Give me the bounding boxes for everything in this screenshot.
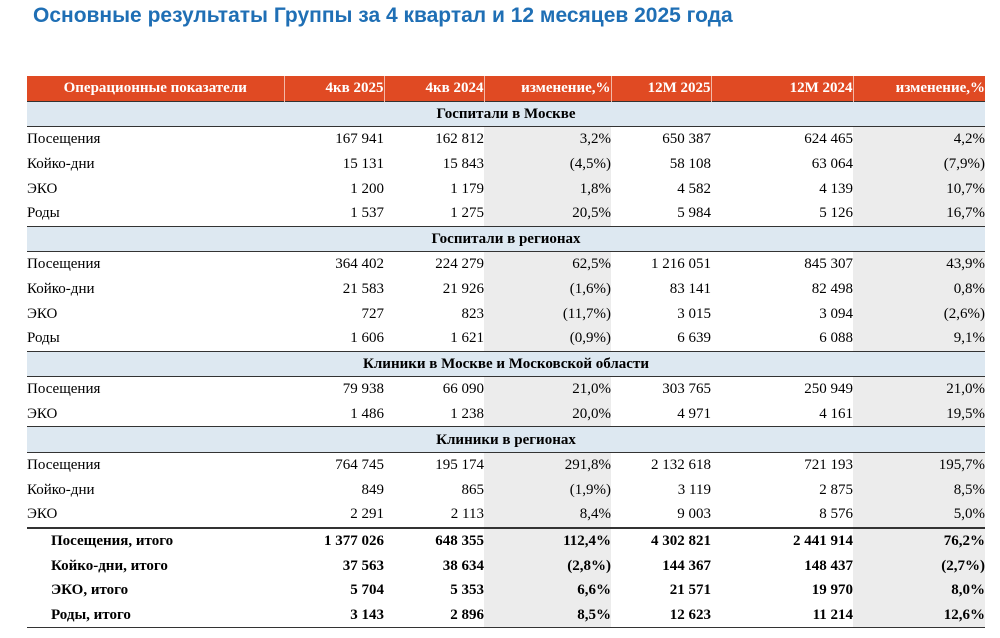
column-header: Операционные показатели: [27, 76, 284, 101]
table-row: [27, 152, 985, 177]
total-row: [27, 602, 985, 627]
row-label: Роды: [27, 205, 60, 222]
table-cell: 1 606: [350, 330, 384, 347]
table-cell: 8,5%: [853, 478, 985, 503]
table-cell: 1,8%: [484, 176, 611, 201]
table-cell: 3 119: [677, 481, 711, 498]
table-cell: 8,0%: [853, 578, 985, 603]
table-cell: 1 486: [350, 406, 384, 423]
column-header: 12М 2025: [611, 76, 711, 101]
row-label: Роды, итого: [27, 602, 284, 627]
table-cell: 4 302 821: [611, 528, 711, 554]
table-cell: 1 275: [450, 205, 484, 222]
table-cell: 38 634: [442, 557, 484, 574]
table-cell: 167 941: [335, 131, 384, 148]
table-cell: 83 141: [669, 281, 711, 298]
table-cell: 6 639: [677, 330, 711, 347]
table-cell: 849: [361, 481, 384, 498]
table-cell: 15 131: [342, 156, 384, 173]
table-cell: 3 094: [819, 305, 853, 322]
table-cell: 43,9%: [853, 252, 985, 277]
table-cell: 865: [461, 481, 484, 498]
table-cell: 10,7%: [853, 176, 985, 201]
table-row: [27, 301, 985, 326]
table-row: [27, 277, 985, 302]
table-cell: 2 113: [450, 506, 484, 523]
table-cell: 9,1%: [853, 326, 985, 351]
table-cell: 62,5%: [484, 252, 611, 277]
table-cell: 12 623: [611, 602, 711, 627]
table-cell: (4,5%): [484, 152, 611, 177]
section-title: Клиники в Москве и Московской области: [27, 351, 985, 377]
operational-results-table: [27, 76, 985, 628]
row-label: ЭКО: [27, 506, 58, 523]
row-label: Койко-дни, итого: [51, 557, 168, 574]
table-cell: 58 108: [669, 156, 711, 173]
table-cell: 5 126: [819, 205, 853, 222]
table-cell: 4 161: [819, 406, 853, 423]
table-cell: 721 193: [804, 457, 853, 474]
table-cell: 291,8%: [484, 452, 611, 477]
page-title: Основные результаты Группы за 4 квартал и 12 месяцев 2025 года: [33, 4, 733, 27]
table-cell: 3 143: [284, 602, 384, 627]
table-row: [27, 201, 985, 226]
table-cell: 4,2%: [853, 127, 985, 152]
table-row: [27, 176, 985, 201]
row-label: Посещения: [27, 256, 101, 273]
row-label: Роды: [27, 330, 60, 347]
table-cell: 21 583: [342, 281, 384, 298]
section-title: Клиники в регионах: [27, 427, 985, 453]
table-cell: 16,7%: [853, 201, 985, 226]
header-row: [27, 76, 985, 101]
table-cell: 20,5%: [484, 201, 611, 226]
table-cell: 79 938: [342, 381, 384, 398]
table-cell: 195,7%: [853, 452, 985, 477]
table-cell: 2 441 914: [711, 528, 853, 554]
table-cell: 21,0%: [484, 377, 611, 402]
table-cell: 650 387: [662, 131, 711, 148]
table-cell: 82 498: [811, 281, 853, 298]
row-label: Посещения: [27, 381, 101, 398]
table-cell: 624 465: [804, 131, 853, 148]
table-cell: 764 745: [335, 457, 384, 474]
table-cell: (11,7%): [484, 301, 611, 326]
table-row: [27, 326, 985, 351]
table-cell: 224 279: [435, 256, 484, 273]
table-cell: 823: [461, 305, 484, 322]
table-cell: 19,5%: [853, 402, 985, 427]
table-cell: 162 812: [435, 131, 484, 148]
table-cell: 4 971: [677, 406, 711, 423]
table-cell: 4 139: [819, 180, 853, 197]
table-cell: 21,0%: [853, 377, 985, 402]
table-cell: 1 537: [350, 205, 384, 222]
table-cell: (2,6%): [853, 301, 985, 326]
table-cell: 9 003: [677, 506, 711, 523]
column-header: 4кв 2025: [284, 76, 384, 101]
table-cell: 364 402: [335, 256, 384, 273]
table-cell: 63 064: [811, 156, 853, 173]
table-cell: 2 132 618: [651, 457, 711, 474]
table-row: [27, 127, 985, 152]
table-cell: (2,8%): [484, 553, 611, 578]
table-cell: 21 926: [442, 281, 484, 298]
section-header-row: [27, 427, 985, 453]
table-cell: 648 355: [384, 528, 484, 554]
table-cell: 19 970: [811, 582, 853, 599]
table-row: [27, 377, 985, 402]
table-row: [27, 502, 985, 528]
section-header-row: [27, 101, 985, 127]
total-row: [27, 578, 985, 603]
row-label: Посещения: [27, 457, 101, 474]
row-label: Посещения: [27, 131, 101, 148]
table-cell: 3,2%: [484, 127, 611, 152]
table-cell: (1,6%): [484, 277, 611, 302]
table-cell: 2 896: [384, 602, 484, 627]
table-cell: 112,4%: [484, 528, 611, 554]
table-cell: 11 214: [711, 602, 853, 627]
table-cell: 195 174: [435, 457, 484, 474]
table-row: [27, 402, 985, 427]
table-cell: 1 179: [450, 180, 484, 197]
table-row: [27, 252, 985, 277]
column-header: изменение,%: [484, 76, 611, 101]
table-header: [27, 76, 985, 101]
row-label: Койко-дни: [27, 156, 95, 173]
table-cell: 4 582: [677, 180, 711, 197]
table-cell: 12,6%: [853, 602, 985, 627]
table-cell: 66 090: [442, 381, 484, 398]
row-label: ЭКО, итого: [51, 582, 129, 599]
section-header-row: [27, 226, 985, 252]
section-title: Госпитали в регионах: [27, 226, 985, 252]
table-cell: (2,7%): [853, 553, 985, 578]
table-row: [27, 478, 985, 503]
table-cell: 5 984: [677, 205, 711, 222]
table-cell: 1 377 026: [284, 528, 384, 554]
table-cell: 1 216 051: [651, 256, 711, 273]
table-body: [27, 101, 985, 627]
table-cell: 303 765: [662, 381, 711, 398]
table-cell: 2 291: [350, 506, 384, 523]
table-cell: 21 571: [669, 582, 711, 599]
table-cell: 1 238: [450, 406, 484, 423]
table-cell: 1 200: [350, 180, 384, 197]
table-cell: 148 437: [804, 557, 853, 574]
table-cell: 5,0%: [853, 502, 985, 528]
table-cell: 20,0%: [484, 402, 611, 427]
table-cell: 76,2%: [853, 528, 985, 554]
table-cell: (0,9%): [484, 326, 611, 351]
row-label: Койко-дни: [27, 481, 95, 498]
table-cell: 8,4%: [484, 502, 611, 528]
row-label: ЭКО: [27, 406, 58, 423]
table-cell: (1,9%): [484, 478, 611, 503]
table-cell: 37 563: [342, 557, 384, 574]
table-cell: 0,8%: [853, 277, 985, 302]
table-cell: 8,5%: [484, 602, 611, 627]
row-label: ЭКО: [27, 305, 58, 322]
table-cell: (7,9%): [853, 152, 985, 177]
table-cell: 2 875: [819, 481, 853, 498]
table-cell: 6 088: [819, 330, 853, 347]
table-cell: 727: [361, 305, 384, 322]
section-header-row: [27, 351, 985, 377]
column-header: изменение,%: [853, 76, 985, 101]
column-header: 4кв 2024: [384, 76, 484, 101]
table-cell: 845 307: [804, 256, 853, 273]
row-label: Койко-дни: [27, 281, 95, 298]
table-cell: 250 949: [804, 381, 853, 398]
total-row: [27, 553, 985, 578]
table-row: [27, 452, 985, 477]
table-cell: 5 704: [350, 582, 384, 599]
table-cell: 5 353: [450, 582, 484, 599]
table-cell: 3 015: [677, 305, 711, 322]
table-cell: 1 621: [450, 330, 484, 347]
row-label: Посещения, итого: [27, 528, 284, 554]
table-cell: 6,6%: [484, 578, 611, 603]
table-cell: 15 843: [442, 156, 484, 173]
section-title: Госпитали в Москве: [27, 101, 985, 127]
table-cell: 144 367: [662, 557, 711, 574]
row-label: ЭКО: [27, 180, 58, 197]
total-row: [27, 528, 985, 554]
column-header: 12М 2024: [711, 76, 853, 101]
table-cell: 8 576: [819, 506, 853, 523]
